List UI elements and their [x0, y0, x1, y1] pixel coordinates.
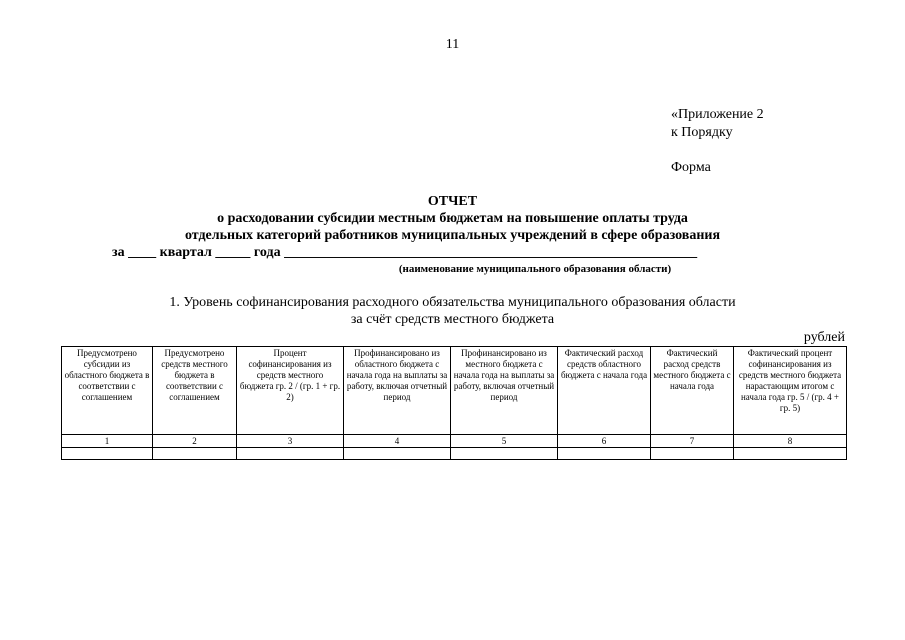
table-data-cell[interactable] — [651, 448, 734, 460]
table-header-cell: Фактический расход средств областного бюджета с начала года — [558, 347, 651, 435]
page-number: 11 — [445, 37, 460, 52]
table-data-cell[interactable] — [451, 448, 558, 460]
column-number-cell: 4 — [344, 435, 451, 448]
table-data-cell[interactable] — [344, 448, 451, 460]
column-number-cell: 2 — [153, 435, 237, 448]
column-number-cell: 6 — [558, 435, 651, 448]
report-title — [0, 193, 905, 244]
units-label: рублей — [803, 330, 845, 345]
report-title-line-2: отдельных категорий работников муниципальных учреждений в сфере образования — [184, 228, 721, 243]
form-label: Форма — [671, 160, 711, 175]
table-header-cell: Предусмотрено средств местного бюджета в соответствии с соглашением — [153, 347, 237, 435]
table-header-row — [62, 347, 847, 435]
table-header-cell: Профинансировано из местного бюджета с начала года на выплаты за работу, включая отчетный период — [451, 347, 558, 435]
table-header-cell: Профинансировано из областного бюджета с начала года на выплаты за работу, включая отчетный период — [344, 347, 451, 435]
table-data-row — [62, 448, 847, 460]
table-header-cell: Процент софинансирования из средств местного бюджета гр. 2 / (гр. 1 + гр. 2) — [237, 347, 344, 435]
table-data-cell[interactable] — [734, 448, 847, 460]
column-number-cell: 8 — [734, 435, 847, 448]
table-data-cell[interactable] — [558, 448, 651, 460]
table-header-cell: Фактический расход средств местного бюджета с начала года — [651, 347, 734, 435]
appendix-line-2: к Порядку — [671, 125, 733, 140]
municipality-caption: (наименование муниципального образования области) — [398, 263, 672, 275]
column-number-cell: 3 — [237, 435, 344, 448]
table-data-cell[interactable] — [62, 448, 153, 460]
column-number-cell: 7 — [651, 435, 734, 448]
table-column-numbers-row — [62, 435, 847, 448]
appendix-line-1: «Приложение 2 — [671, 107, 764, 122]
report-title-line-1: о расходовании субсидии местным бюджетам на повышение оплаты труда — [217, 211, 688, 226]
period-line: за ____ квартал _____ года ___________________________________________________________ — [112, 245, 698, 260]
column-number-cell: 5 — [451, 435, 558, 448]
table-header-cell: Предусмотрено субсидии из областного бюджета в соответствии с соглашением — [62, 347, 153, 435]
table-data-cell[interactable] — [237, 448, 344, 460]
column-number-cell: 1 — [62, 435, 153, 448]
table-data-cell[interactable] — [153, 448, 237, 460]
report-table — [61, 346, 847, 460]
appendix-reference — [671, 106, 764, 142]
section-title-line-1: 1. Уровень софинансирования расходного обязательства муниципального образования области — [169, 295, 736, 310]
table-header-cell: Фактический процент софинансирования из средств местного бюджета нарастающим итогом с начала года гр. 5 / (гр. 4 + гр. 5) — [734, 347, 847, 435]
report-heading: ОТЧЕТ — [427, 194, 478, 209]
section-title — [0, 294, 905, 328]
section-title-line-2: за счёт средств местного бюджета — [350, 312, 555, 327]
